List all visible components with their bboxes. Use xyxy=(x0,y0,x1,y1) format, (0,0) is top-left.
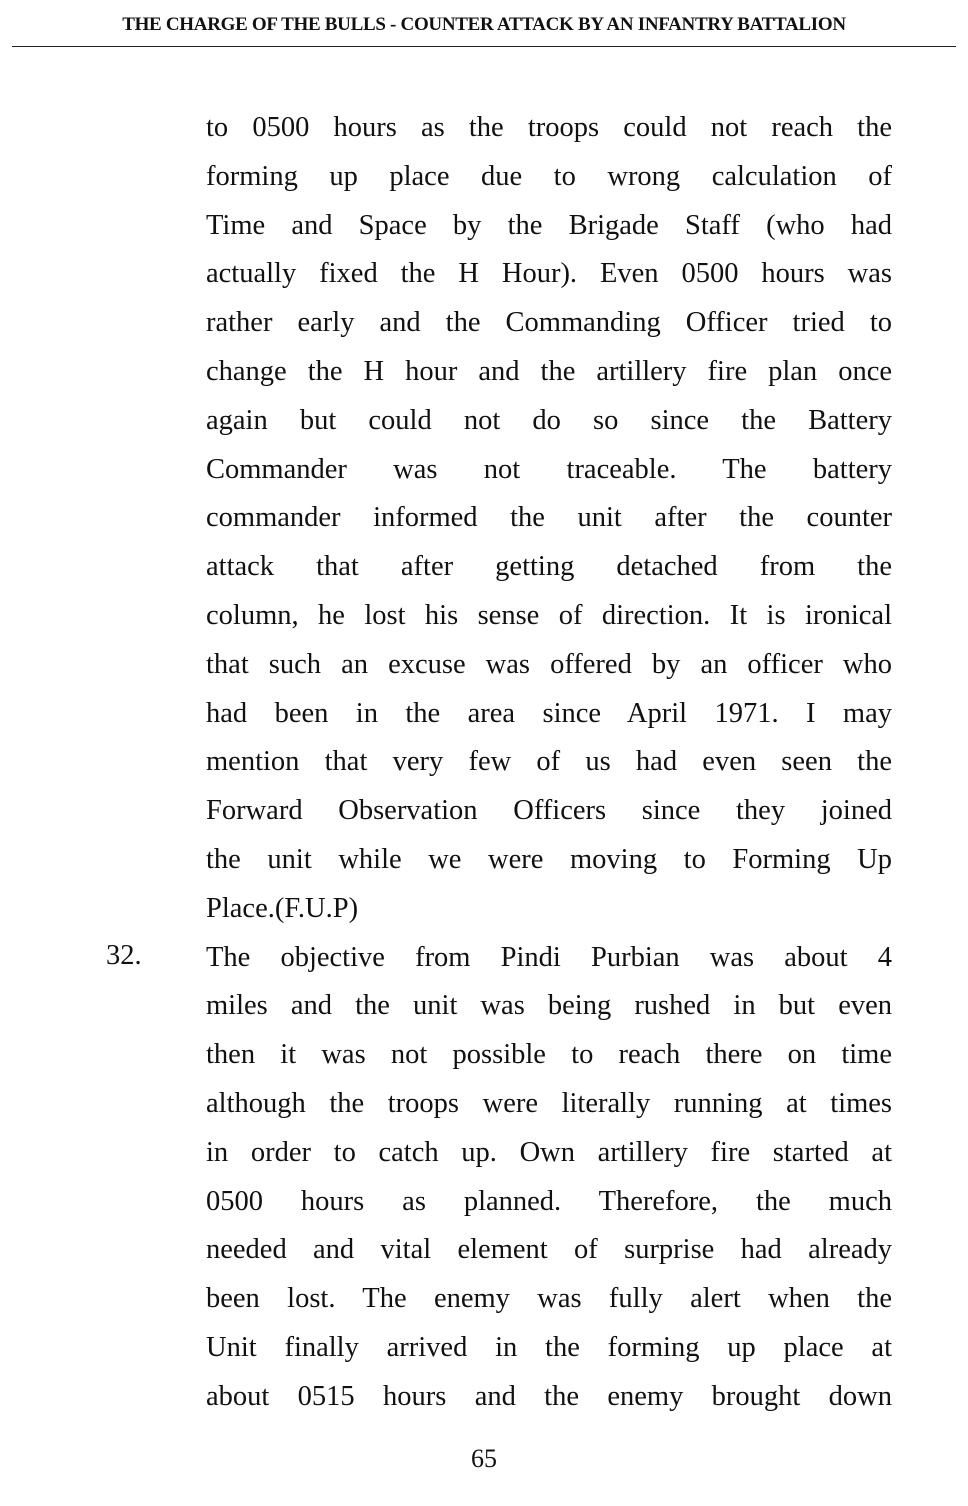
text-line: needed and vital element of surprise had already xyxy=(206,1234,892,1266)
text-line: in order to catch up. Own artillery fire started at xyxy=(206,1136,892,1168)
text-line: been lost. The enemy was fully alert when the xyxy=(206,1283,892,1315)
text-line: the unit while we were moving to Forming Up xyxy=(206,843,892,875)
text-line: 0500 hours as planned. Therefore, the much xyxy=(206,1185,892,1217)
text-line: rather early and the Commanding Officer tried to xyxy=(206,307,892,339)
text-line: Place.(F.U.P) xyxy=(206,892,359,924)
text-line: Forward Observation Officers since they joined xyxy=(206,795,892,827)
header-rule xyxy=(12,46,956,47)
text-line: column, he lost his sense of direction. It is ironical xyxy=(206,599,892,631)
text-line: Commander was not traceable. The battery xyxy=(206,453,892,485)
running-head: THE CHARGE OF THE BULLS - COUNTER ATTACK BY AN INFANTRY BATTALION xyxy=(122,14,846,35)
text-line: miles and the unit was being rushed in but even xyxy=(206,990,892,1022)
paragraph-32 xyxy=(206,934,892,1422)
text-line: that such an excuse was offered by an officer who xyxy=(206,648,892,680)
text-line: The objective from Pindi Purbian was about 4 xyxy=(206,941,892,973)
text-line: commander informed the unit after the counter xyxy=(206,502,892,534)
text-line: change the H hour and the artillery fire plan once xyxy=(206,355,892,387)
text-line: again but could not do so since the Battery xyxy=(206,404,892,436)
text-line: Time and Space by the Brigade Staff (who had xyxy=(206,209,892,241)
text-line: mention that very few of us had even seen the xyxy=(206,746,892,778)
text-line: about 0515 hours and the enemy brought down xyxy=(206,1380,892,1412)
page-number: 65 xyxy=(471,1444,497,1473)
text-line: attack that after getting detached from the xyxy=(206,551,892,583)
text-line: Unit finally arrived in the forming up place at xyxy=(206,1331,892,1363)
text-line: forming up place due to wrong calculation of xyxy=(206,160,892,192)
text-line: then it was not possible to reach there on time xyxy=(206,1039,892,1071)
text-line: to 0500 hours as the troops could not reach the xyxy=(206,112,892,143)
text-line: actually fixed the H Hour). Even 0500 hours was xyxy=(206,258,892,290)
paragraph-number: 32. xyxy=(106,940,142,971)
continuation-paragraph xyxy=(206,104,892,934)
body-text xyxy=(206,104,892,1422)
text-line: had been in the area since April 1971. I may xyxy=(206,697,892,729)
text-line: although the troops were literally running at times xyxy=(206,1087,892,1119)
